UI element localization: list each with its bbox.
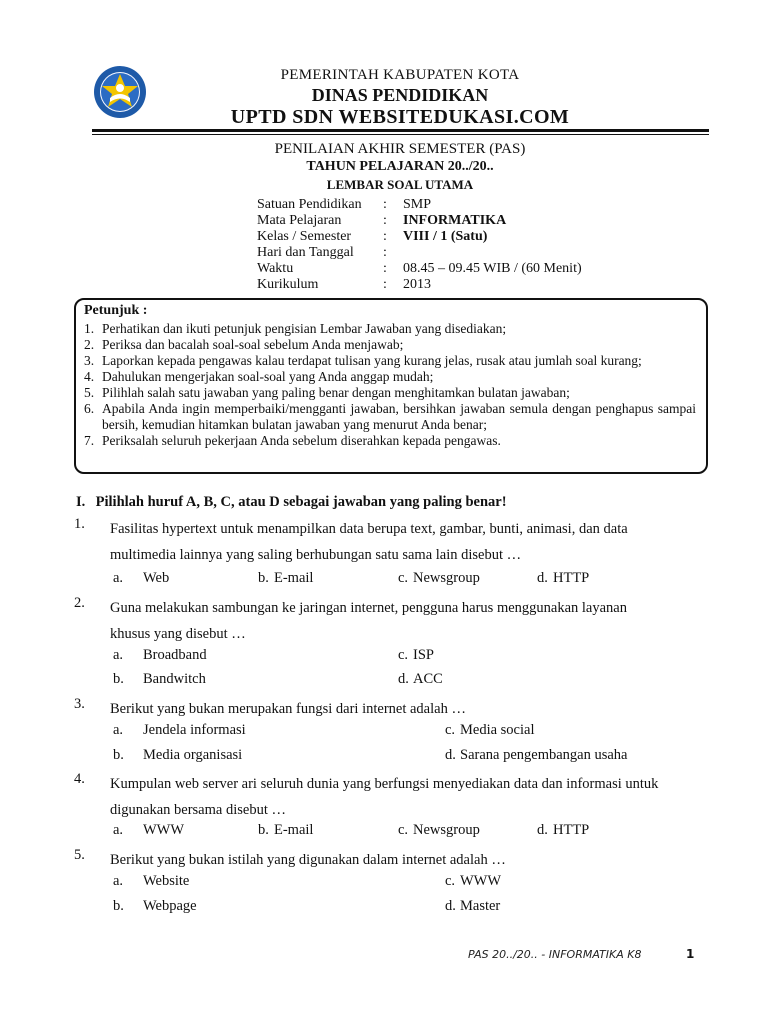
header-government: PEMERINTAH KABUPATEN KOTA [280, 67, 520, 83]
option-text: WWW [460, 873, 502, 889]
info-label: Satuan Pendidikan [257, 197, 362, 212]
question-number: 2. [74, 595, 85, 611]
question-number: 3. [74, 696, 85, 712]
info-label: Waktu [257, 261, 294, 276]
section-number: I. [76, 494, 86, 510]
option-text: HTTP [553, 822, 590, 838]
option-text: Master [460, 898, 501, 914]
instruction-text: Pilihlah salah satu jawaban yang paling benar dengan menghitamkan bulatan jawaban; [102, 385, 570, 400]
instruction-text: Periksa dan bacalah soal-soal sebelum Anda menjawab; [102, 337, 404, 352]
section-heading [76, 494, 507, 511]
question-number: 4. [74, 771, 85, 787]
option-letter: a. [113, 873, 124, 889]
question-text: Kumpulan web server ari seluruh dunia yang berfungsi menyediakan data dan informasi untuk digunakan bersama disebut … [110, 776, 659, 818]
info-row [257, 277, 582, 293]
question-text: Berikut yang bukan merupakan fungsi dari internet adalah … [110, 701, 466, 717]
option-text: Web [143, 570, 170, 586]
question-text: Fasilitas hypertext untuk menampilkan data berupa text, gambar, bunti, animasi, dan data multimedia lainnya yang saling berhubungan satu sama lain disebut … [110, 521, 628, 563]
option-letter: c. [398, 570, 409, 586]
instructions-title: Petunjuk : [84, 303, 148, 318]
instruction-number: 2. [84, 337, 95, 352]
instruction-item [84, 401, 696, 433]
info-value: VIII / 1 (Satu) [403, 229, 488, 244]
instruction-item [84, 433, 696, 449]
footer-text: PAS 20../20.. - INFORMATIKA K8 [468, 948, 642, 961]
header-department: DINAS PENDIDIKAN [311, 85, 489, 105]
instruction-item [84, 369, 696, 385]
instruction-text: Dahulukan mengerjakan soal-soal yang Anda anggap mudah; [102, 369, 434, 384]
instruction-text: Periksalah seluruh pekerjaan Anda sebelum diserahkan kepada pengawas. [102, 433, 501, 448]
option-text: Jendela informasi [143, 722, 246, 738]
question-text: Guna melakukan sambungan ke jaringan internet, pengguna harus menggunakan layanan khusus yang disebut … [110, 600, 627, 642]
instruction-item [84, 385, 696, 401]
info-label: Hari dan Tanggal [257, 245, 354, 260]
option-text: HTTP [553, 570, 590, 586]
option-text: Bandwitch [143, 671, 206, 687]
instruction-number: 6. [84, 401, 95, 416]
option-letter: d. [537, 822, 548, 838]
option-letter: c. [445, 722, 456, 738]
option-letter: c. [398, 647, 409, 663]
option-text: E-mail [274, 570, 314, 586]
option-text: WWW [143, 822, 185, 838]
option-letter: a. [113, 570, 124, 586]
option-letter: a. [113, 647, 124, 663]
option-letter: c. [398, 822, 409, 838]
option-text: Media organisasi [143, 747, 243, 763]
info-value: 2013 [403, 277, 431, 292]
instruction-text: Apabila Anda ingin memperbaiki/mengganti jawaban, bersihkan jawaban semula dengan penghapus sampai bersih, kemudian hitamkan bulatan jawaban yang menurut Anda benar; [102, 401, 696, 432]
option-text: E-mail [274, 822, 314, 838]
instruction-text: Perhatikan dan ikuti petunjuk pengisian Lembar Jawaban yang disediakan; [102, 321, 507, 336]
option-text: Newsgroup [413, 570, 480, 586]
instruction-item [84, 337, 696, 353]
exam-sheet: LEMBAR SOAL UTAMA [326, 177, 474, 192]
option-letter: d. [537, 570, 548, 586]
option-text: ACC [413, 671, 443, 687]
exam-year: TAHUN PELAJARAN 20../20.. [306, 159, 494, 174]
section-text: Pilihlah huruf A, B, C, atau D sebagai jawaban yang paling benar! [95, 494, 507, 510]
option-text: Webpage [143, 898, 197, 914]
info-colon: : [383, 277, 387, 292]
info-row [257, 245, 582, 261]
instruction-item [84, 353, 696, 369]
option-letter: b. [113, 747, 124, 763]
question-number: 1. [74, 516, 85, 532]
info-colon: : [383, 197, 387, 212]
info-row [257, 213, 582, 229]
header-rule-thick [92, 129, 709, 132]
info-colon: : [383, 213, 387, 228]
option-letter: d. [398, 671, 409, 687]
tut-wuri-handayani-logo [92, 64, 148, 120]
info-value: 08.45 – 09.45 WIB / (60 Menit) [403, 261, 582, 276]
option-text: Media social [460, 722, 535, 738]
option-letter: b. [258, 570, 269, 586]
header-rule-thin [92, 134, 709, 135]
info-colon: : [383, 261, 387, 276]
option-text: Sarana pengembangan usaha [460, 747, 628, 763]
option-letter: a. [113, 822, 124, 838]
info-label: Mata Pelajaran [257, 213, 342, 228]
option-letter: a. [113, 722, 124, 738]
question-number: 5. [74, 847, 85, 863]
option-text: Broadband [143, 647, 207, 663]
option-text: ISP [413, 647, 434, 663]
option-text: Newsgroup [413, 822, 480, 838]
option-letter: d. [445, 747, 456, 763]
instruction-number: 7. [84, 433, 95, 448]
info-row [257, 197, 582, 213]
info-row [257, 229, 582, 245]
instruction-text: Laporkan kepada pengawas kalau terdapat tulisan yang kurang jelas, rusak atau jumlah soal kurang; [102, 353, 642, 368]
exam-info [257, 197, 582, 293]
option-letter: c. [445, 873, 456, 889]
page-number: 1 [686, 947, 695, 961]
info-value: SMP [403, 197, 432, 212]
info-colon: : [383, 245, 387, 260]
instructions-list [84, 321, 696, 449]
info-colon: : [383, 229, 387, 244]
info-label: Kurikulum [257, 277, 319, 292]
info-label: Kelas / Semester [257, 229, 352, 244]
instruction-number: 1. [84, 321, 95, 336]
info-row [257, 261, 582, 277]
option-text: Website [143, 873, 190, 889]
instruction-number: 5. [84, 385, 95, 400]
option-letter: b. [258, 822, 269, 838]
header-school: UPTD SDN WEBSITEDUKASI.COM [230, 106, 570, 128]
option-letter: d. [445, 898, 456, 914]
question-text: Berikut yang bukan istilah yang digunakan dalam internet adalah … [110, 852, 506, 868]
instruction-number: 3. [84, 353, 95, 368]
option-letter: b. [113, 671, 124, 687]
exam-title: PENILAIAN AKHIR SEMESTER (PAS) [274, 141, 526, 157]
option-letter: b. [113, 898, 124, 914]
info-value: INFORMATIKA [403, 213, 507, 228]
instruction-number: 4. [84, 369, 95, 384]
instruction-item [84, 321, 696, 337]
